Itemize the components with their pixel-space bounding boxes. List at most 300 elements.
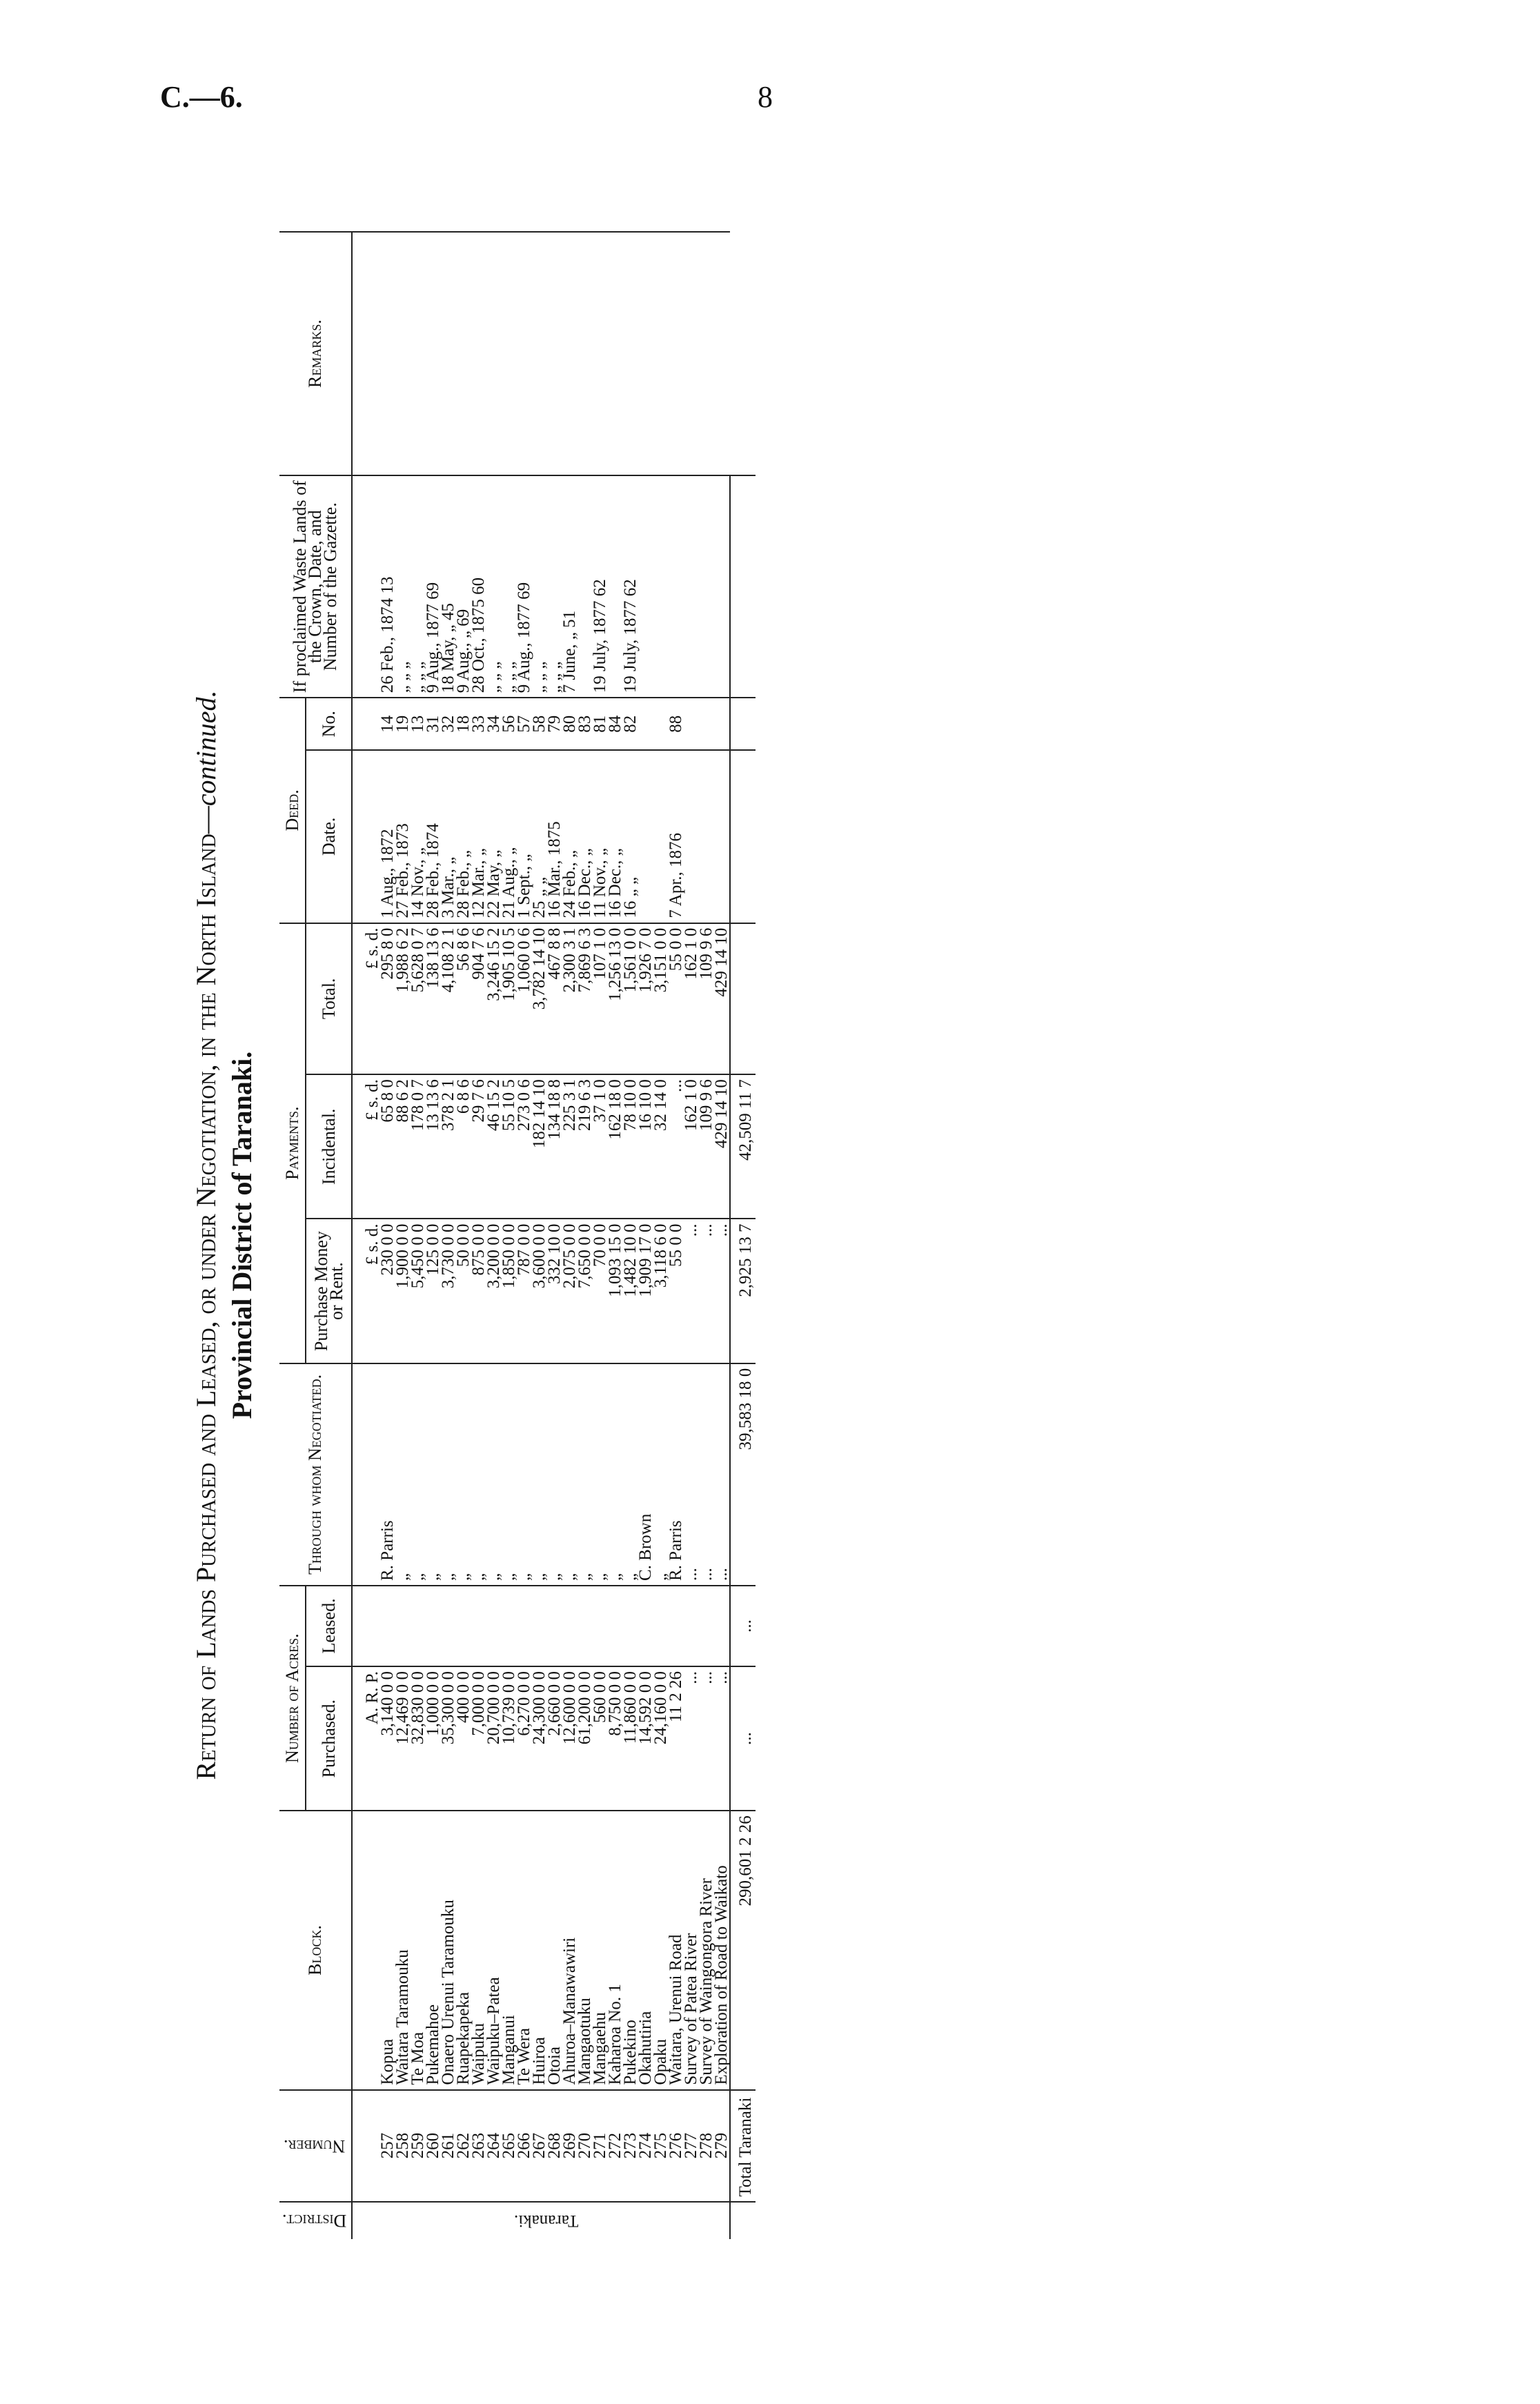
row-acres-purchased: 35,300 0 0 <box>441 1666 456 1811</box>
row-negotiated: „ <box>426 1363 441 1586</box>
row-negotiated: „ <box>411 1363 426 1586</box>
row-deed-no: 14 <box>380 698 395 750</box>
row-purchase-money: 5,450 0 0 <box>411 1219 426 1363</box>
row-acres-purchased: 6,270 0 0 <box>517 1666 532 1811</box>
row-deed-date: 11 Nov., „ <box>593 750 608 923</box>
row-deed-no: 56 <box>502 698 517 750</box>
row-deed-no <box>638 698 653 750</box>
row-negotiated: „ <box>532 1363 547 1586</box>
row-remarks <box>471 232 486 475</box>
row-block: Pukemahoe <box>426 1811 441 2089</box>
row-deed-date <box>684 750 699 923</box>
row-incidental: 378 2 1 <box>441 1074 456 1219</box>
row-remarks <box>411 232 426 475</box>
row-acres-leased <box>684 1586 699 1666</box>
row-deed-no: 83 <box>578 698 593 750</box>
row-deed-date <box>699 750 714 923</box>
row-total: 467 8 8 <box>547 923 562 1075</box>
row-acres-leased <box>380 1586 395 1666</box>
header-deed: Deed. <box>279 698 306 923</box>
row-acres-leased <box>669 1586 684 1666</box>
row-total: 56 8 6 <box>456 923 471 1075</box>
row-gazette: „ „ „ <box>547 475 562 698</box>
row-deed-date: 16 „ „ <box>623 750 638 923</box>
row-total: 107 1 0 <box>593 923 608 1075</box>
row-acres-purchased: 2,660 0 0 <box>547 1666 562 1811</box>
row-incidental: 37 1 0 <box>593 1074 608 1219</box>
header-payments: Payments. <box>279 923 306 1363</box>
row-deed-no: 58 <box>532 698 547 750</box>
row-incidental: 46 15 2 <box>486 1074 502 1219</box>
row-total: 904 7 6 <box>471 923 486 1075</box>
header-purchased: Purchased. <box>306 1666 352 1811</box>
row-negotiated: „ <box>486 1363 502 1586</box>
table-body <box>352 232 756 2239</box>
header-remarks: Remarks. <box>279 232 352 475</box>
row-number: 261 <box>441 2090 456 2202</box>
row-gazette: „ „ „ <box>532 475 547 698</box>
row-total: 7,869 6 3 <box>578 923 593 1075</box>
row-remarks <box>426 232 441 475</box>
row-acres-purchased: 11,860 0 0 <box>623 1666 638 1811</box>
row-remarks <box>578 232 593 475</box>
row-deed-date: 12 Mar., „ <box>471 750 486 923</box>
row-block: Survey of Patea River <box>684 1811 699 2089</box>
row-purchase-money: 70 0 0 <box>593 1219 608 1363</box>
row-purchase-money: 875 0 0 <box>471 1219 486 1363</box>
row-number: 277 <box>684 2090 699 2202</box>
row-negotiated: C. Brown <box>638 1363 653 1586</box>
row-deed-no <box>714 698 730 750</box>
row-incidental: 32 14 0 <box>653 1074 669 1219</box>
row-gazette: 28 Oct., 1875 60 <box>471 475 486 698</box>
header-proclaimed: If proclaimed Waste Lands of the Crown, Date, and Number of the Gazette. <box>279 475 352 698</box>
page-code: C.—6. <box>160 80 243 114</box>
row-acres-leased <box>456 1586 471 1666</box>
row-acres-leased <box>471 1586 486 1666</box>
row-deed-date: 21 Aug., „ <box>502 750 517 923</box>
total-agent: ... <box>730 1586 756 1666</box>
row-number: 262 <box>456 2090 471 2202</box>
header-number: Number. <box>279 2090 352 2202</box>
row-negotiated: R. Parris <box>380 1363 395 1586</box>
units-purchase: £ s. d. <box>352 1219 380 1363</box>
row-deed-no: 88 <box>669 698 684 750</box>
row-remarks <box>608 232 623 475</box>
row-acres-purchased: 400 0 0 <box>456 1666 471 1811</box>
row-deed-date: 16 Dec., „ <box>578 750 593 923</box>
row-block: Waipuku–Patea <box>486 1811 502 2089</box>
row-purchase-money: ... <box>684 1219 699 1363</box>
row-block: Okahutiria <box>638 1811 653 2089</box>
total-total: 42,509 11 7 <box>730 1074 756 1219</box>
row-incidental: 219 6 3 <box>578 1074 593 1219</box>
row-purchase-money: 55 0 0 <box>669 1219 684 1363</box>
row-total: 1,256 13 0 <box>608 923 623 1075</box>
row-negotiated: „ <box>395 1363 411 1586</box>
row-purchase-money: 2,075 0 0 <box>562 1219 578 1363</box>
row-deed-no: 84 <box>608 698 623 750</box>
row-negotiated: R. Parris <box>669 1363 684 1586</box>
row-deed-date: 28 Feb., 1874 <box>426 750 441 923</box>
row-number: 264 <box>486 2090 502 2202</box>
row-total: 2,300 3 1 <box>562 923 578 1075</box>
header-date: Date. <box>306 750 352 923</box>
row-block: Waitara, Urenui Road <box>669 1811 684 2089</box>
row-deed-date: 16 Dec., „ <box>608 750 623 923</box>
row-purchase-money: 3,200 0 0 <box>486 1219 502 1363</box>
row-gazette: „ „ „ <box>395 475 411 698</box>
row-block: Te Moa <box>411 1811 426 2089</box>
row-purchase-money: 125 0 0 <box>426 1219 441 1363</box>
row-purchase-money: 787 0 0 <box>517 1219 532 1363</box>
row-deed-no <box>699 698 714 750</box>
row-gazette: 7 June, „ 51 <box>562 475 578 698</box>
row-acres-purchased: 560 0 0 <box>593 1666 608 1811</box>
total-incidental: 2,925 13 7 <box>730 1219 756 1363</box>
row-number: 279 <box>714 2090 730 2202</box>
row-negotiated: „ <box>456 1363 471 1586</box>
row-total: 1,561 0 0 <box>623 923 638 1075</box>
row-gazette: „ „ „ <box>411 475 426 698</box>
row-remarks <box>380 232 395 475</box>
row-deed-no: 80 <box>562 698 578 750</box>
row-gazette: 9 Aug., 1877 69 <box>426 475 441 698</box>
row-deed-date <box>638 750 653 923</box>
row-acres-purchased: 1,000 0 0 <box>426 1666 441 1811</box>
row-number: 275 <box>653 2090 669 2202</box>
row-remarks <box>441 232 456 475</box>
row-negotiated: „ <box>653 1363 669 1586</box>
table-subtitle: Provincial District of Taranaki. <box>226 1051 257 1419</box>
row-block: Waipuku <box>471 1811 486 2089</box>
row-remarks <box>562 232 578 475</box>
row-incidental: 225 3 1 <box>562 1074 578 1219</box>
row-remarks <box>395 232 411 475</box>
header-leased: Leased. <box>306 1586 352 1666</box>
row-incidental: 55 10 5 <box>502 1074 517 1219</box>
row-acres-leased <box>699 1586 714 1666</box>
row-acres-leased <box>653 1586 669 1666</box>
row-deed-no: 79 <box>547 698 562 750</box>
row-block: Opaku <box>653 1811 669 2089</box>
row-block: Manganui <box>502 1811 517 2089</box>
row-acres-leased <box>486 1586 502 1666</box>
row-deed-date <box>714 750 730 923</box>
row-negotiated: ... <box>684 1363 699 1586</box>
row-total: 3,246 15 2 <box>486 923 502 1075</box>
row-deed-no: 82 <box>623 698 638 750</box>
row-number: 268 <box>547 2090 562 2202</box>
row-gazette <box>638 475 653 698</box>
row-remarks <box>653 232 669 475</box>
return-table <box>279 231 756 2239</box>
total-leased: ... <box>730 1666 756 1811</box>
row-gazette: 9 Aug., 1877 69 <box>517 475 532 698</box>
row-acres-leased <box>395 1586 411 1666</box>
row-block: Huiroa <box>532 1811 547 2089</box>
row-gazette: „ „ „ <box>486 475 502 698</box>
row-deed-no: 31 <box>426 698 441 750</box>
row-negotiated: „ <box>593 1363 608 1586</box>
row-incidental: 29 7 6 <box>471 1074 486 1219</box>
row-purchase-money: 1,850 0 0 <box>502 1219 517 1363</box>
row-gazette: 19 July, 1877 62 <box>623 475 638 698</box>
row-acres-purchased: ... <box>714 1666 730 1811</box>
row-acres-leased <box>441 1586 456 1666</box>
row-number: 273 <box>623 2090 638 2202</box>
row-remarks <box>684 232 699 475</box>
row-deed-no: 33 <box>471 698 486 750</box>
row-acres-leased <box>608 1586 623 1666</box>
row-deed-date: 27 Feb., 1873 <box>395 750 411 923</box>
row-acres-leased <box>714 1586 730 1666</box>
row-block: Waitara Taramouku <box>395 1811 411 2089</box>
row-number: 265 <box>502 2090 517 2202</box>
row-incidental: ... <box>669 1074 684 1219</box>
row-purchase-money: 230 0 0 <box>380 1219 395 1363</box>
row-negotiated: „ <box>578 1363 593 1586</box>
row-total: 55 0 0 <box>669 923 684 1075</box>
row-deed-no: 34 <box>486 698 502 750</box>
row-acres-purchased: 7,000 0 0 <box>471 1666 486 1811</box>
row-purchase-money: ... <box>714 1219 730 1363</box>
row-acres-leased <box>411 1586 426 1666</box>
row-gazette: 9 Aug., „ 69 <box>456 475 471 698</box>
title-main: Return of Lands Purchased and Leased, or under Negotiation, in the North Island— <box>190 806 221 1780</box>
units-row <box>352 232 380 2239</box>
row-negotiated: „ <box>623 1363 638 1586</box>
row-acres-leased <box>562 1586 578 1666</box>
row-gazette <box>653 475 669 698</box>
row-acres-purchased: 3,140 0 0 <box>380 1666 395 1811</box>
units-acres: A. R. P. <box>352 1666 380 1811</box>
row-incidental: 134 18 8 <box>547 1074 562 1219</box>
row-deed-no: 13 <box>411 698 426 750</box>
header-negotiated: Through whom Negotiated. <box>279 1363 352 1586</box>
row-incidental: 178 0 7 <box>411 1074 426 1219</box>
header-district: District. <box>279 2202 352 2239</box>
row-acres-purchased: 14,592 0 0 <box>638 1666 653 1811</box>
row-incidental: 109 9 6 <box>699 1074 714 1219</box>
row-acres-purchased: 11 2 26 <box>669 1666 684 1811</box>
row-negotiated: „ <box>562 1363 578 1586</box>
row-number: 259 <box>411 2090 426 2202</box>
row-acres-leased <box>502 1586 517 1666</box>
row-total: 5,628 0 7 <box>411 923 426 1075</box>
row-purchase-money: 50 0 0 <box>456 1219 471 1363</box>
row-total: 1,060 0 6 <box>517 923 532 1075</box>
row-purchase-money: 1,482 10 0 <box>623 1219 638 1363</box>
row-purchase-money: 3,730 0 0 <box>441 1219 456 1363</box>
row-number: 267 <box>532 2090 547 2202</box>
row-block: Pukekino <box>623 1811 638 2089</box>
row-incidental: 88 6 2 <box>395 1074 411 1219</box>
row-purchase-money: 7,650 0 0 <box>578 1219 593 1363</box>
total-row <box>730 232 756 2239</box>
row-block: Otoia <box>547 1811 562 2089</box>
table-title <box>190 200 222 2270</box>
row-total: 4,108 2 1 <box>441 923 456 1075</box>
row-deed-date: 24 Feb., „ <box>562 750 578 923</box>
row-gazette <box>684 475 699 698</box>
row-incidental: 65 8 0 <box>380 1074 395 1219</box>
row-block: Survey of Waingongora River <box>699 1811 714 2089</box>
row-total: 162 1 0 <box>684 923 699 1075</box>
rotated-return-table <box>169 200 997 2270</box>
total-acres: 290,601 2 26 <box>730 1811 756 2089</box>
row-total: 109 9 6 <box>699 923 714 1075</box>
row-deed-date: 28 Feb., „ <box>456 750 471 923</box>
units-total: £ s. d. <box>352 923 380 1075</box>
row-acres-purchased: 12,469 0 0 <box>395 1666 411 1811</box>
row-acres-leased <box>532 1586 547 1666</box>
row-gazette: 26 Feb., 1874 13 <box>380 475 395 698</box>
header-total: Total. <box>306 923 352 1075</box>
row-deed-date: 3 Mar., „ <box>441 750 456 923</box>
row-number: 278 <box>699 2090 714 2202</box>
row-total: 295 8 0 <box>380 923 395 1075</box>
row-acres-purchased: ... <box>684 1666 699 1811</box>
row-remarks <box>623 232 638 475</box>
row-gazette: 19 July, 1877 62 <box>593 475 608 698</box>
row-incidental: 182 14 10 <box>532 1074 547 1219</box>
row-gazette <box>699 475 714 698</box>
row-acres-leased <box>623 1586 638 1666</box>
row-number: 274 <box>638 2090 653 2202</box>
row-number: 276 <box>669 2090 684 2202</box>
row-block: Onaero Urenui Taramouku <box>441 1811 456 2089</box>
row-block: Mangaehu <box>593 1811 608 2089</box>
row-acres-purchased: 10,739 0 0 <box>502 1666 517 1811</box>
row-acres-leased <box>517 1586 532 1666</box>
row-incidental: 273 0 6 <box>517 1074 532 1219</box>
row-acres-leased <box>593 1586 608 1666</box>
row-gazette <box>714 475 730 698</box>
row-block: Mangaotuku <box>578 1811 593 2089</box>
row-remarks <box>638 232 653 475</box>
row-remarks <box>486 232 502 475</box>
row-deed-date: 14 Nov., „ <box>411 750 426 923</box>
row-number: 266 <box>517 2090 532 2202</box>
row-deed-date: 1 Aug., 1872 <box>380 750 395 923</box>
row-purchase-money: 1,900 0 0 <box>395 1219 411 1363</box>
header-incidental: Incidental. <box>306 1074 352 1219</box>
row-total: 429 14 10 <box>714 923 730 1075</box>
row-deed-no: 32 <box>441 698 456 750</box>
row-gazette: 18 May, „ 45 <box>441 475 456 698</box>
row-remarks <box>517 232 532 475</box>
row-number: 271 <box>593 2090 608 2202</box>
row-acres-leased <box>638 1586 653 1666</box>
row-deed-no: 57 <box>517 698 532 750</box>
row-acres-purchased: 12,600 0 0 <box>562 1666 578 1811</box>
row-number: 272 <box>608 2090 623 2202</box>
units-incidental: £ s. d. <box>352 1074 380 1219</box>
table-row <box>714 232 730 2239</box>
row-incidental: 429 14 10 <box>714 1074 730 1219</box>
row-purchase-money: 1,909 17 0 <box>638 1219 653 1363</box>
row-acres-purchased: 61,200 0 0 <box>578 1666 593 1811</box>
row-total: 3,782 14 10 <box>532 923 547 1075</box>
row-negotiated: „ <box>502 1363 517 1586</box>
header-block: Block. <box>279 1811 352 2089</box>
row-number: 270 <box>578 2090 593 2202</box>
row-block: Ahuroa–Manawawiri <box>562 1811 578 2089</box>
row-block: Kopua <box>380 1811 395 2089</box>
total-purchase: 39,583 18 0 <box>730 1363 756 1586</box>
row-number: 258 <box>395 2090 411 2202</box>
row-deed-date: 16 Mar., 1875 <box>547 750 562 923</box>
row-purchase-money: 3,118 6 0 <box>653 1219 669 1363</box>
row-remarks <box>532 232 547 475</box>
row-number: 263 <box>471 2090 486 2202</box>
row-deed-date: 22 May, „ <box>486 750 502 923</box>
row-negotiated: ... <box>714 1363 730 1586</box>
row-remarks <box>593 232 608 475</box>
row-remarks <box>547 232 562 475</box>
row-deed-date: 1 Sept., „ <box>517 750 532 923</box>
row-deed-date: 7 Apr., 1876 <box>669 750 684 923</box>
row-incidental: 13 13 6 <box>426 1074 441 1219</box>
row-block: Te Wera <box>517 1811 532 2089</box>
row-total: 138 13 6 <box>426 923 441 1075</box>
row-gazette <box>669 475 684 698</box>
row-purchase-money: 3,600 0 0 <box>532 1219 547 1363</box>
row-negotiated: „ <box>547 1363 562 1586</box>
row-total: 1,926 7 0 <box>638 923 653 1075</box>
row-gazette: „ „ „ <box>502 475 517 698</box>
row-acres-purchased: ... <box>699 1666 714 1811</box>
total-label: Total Taranaki <box>730 2090 756 2202</box>
row-incidental: 6 8 6 <box>456 1074 471 1219</box>
row-acres-purchased: 32,830 0 0 <box>411 1666 426 1811</box>
row-remarks <box>669 232 684 475</box>
row-acres-leased <box>426 1586 441 1666</box>
row-number: 257 <box>380 2090 395 2202</box>
row-purchase-money: 1,093 15 0 <box>608 1219 623 1363</box>
row-deed-no: 81 <box>593 698 608 750</box>
row-remarks <box>502 232 517 475</box>
row-acres-purchased: 20,700 0 0 <box>486 1666 502 1811</box>
row-acres-leased <box>578 1586 593 1666</box>
row-remarks <box>699 232 714 475</box>
row-total: 3,151 0 0 <box>653 923 669 1075</box>
row-block: Kaharoa No. 1 <box>608 1811 623 2089</box>
row-total: 1,905 10 5 <box>502 923 517 1075</box>
row-deed-no: 18 <box>456 698 471 750</box>
header-acres: Number of Acres. <box>279 1586 306 1811</box>
title-continued: continued. <box>190 690 221 807</box>
row-acres-purchased: 24,300 0 0 <box>532 1666 547 1811</box>
page-number: 8 <box>758 80 773 114</box>
row-total: 1,988 6 2 <box>395 923 411 1075</box>
row-incidental: 162 1 0 <box>684 1074 699 1219</box>
row-incidental: 162 18 0 <box>608 1074 623 1219</box>
header-no: No. <box>306 698 352 750</box>
header-purchase-money: Purchase Money or Rent. <box>306 1219 352 1363</box>
row-purchase-money: 332 10 0 <box>547 1219 562 1363</box>
row-purchase-money: ... <box>699 1219 714 1363</box>
row-deed-no: 19 <box>395 698 411 750</box>
row-block: Ruapekapeka <box>456 1811 471 2089</box>
row-acres-purchased: 8,750 0 0 <box>608 1666 623 1811</box>
row-incidental: 78 10 0 <box>623 1074 638 1219</box>
row-block: Exploration of Road to Waikato <box>714 1811 730 2089</box>
row-negotiated: „ <box>441 1363 456 1586</box>
row-deed-date: 25 „ „ <box>532 750 547 923</box>
row-negotiated: „ <box>517 1363 532 1586</box>
